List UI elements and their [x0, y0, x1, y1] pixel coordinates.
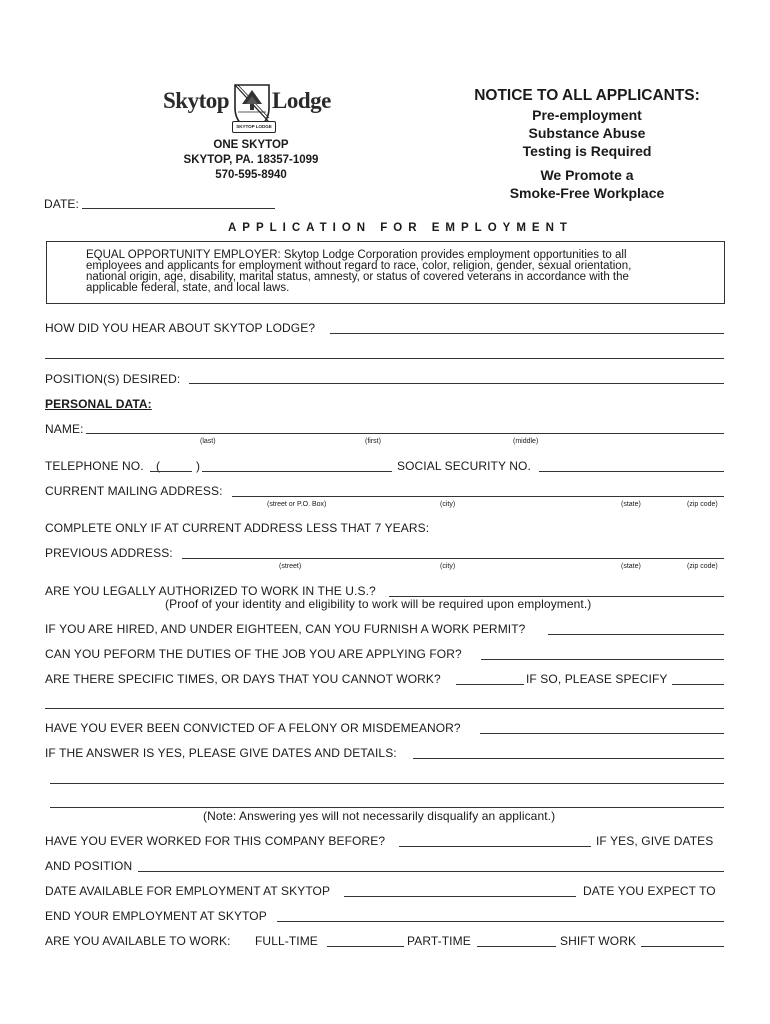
- name-middle-caption: (middle): [513, 438, 539, 445]
- mailing-address-field[interactable]: [232, 496, 724, 497]
- logo-right-word: Lodge: [272, 88, 331, 113]
- eeo-line3: national origin, age, disability, marital status, amnesty, or status of covered veterans in accordance with the: [86, 271, 629, 283]
- previous-address-field[interactable]: [182, 558, 724, 559]
- details-field-3[interactable]: [50, 807, 724, 808]
- if-so-label: IF SO, PLEASE SPECIFY: [526, 672, 668, 686]
- address-line1: ONE SKYTOP: [213, 139, 289, 151]
- hear-about-field-2[interactable]: [45, 358, 724, 359]
- personal-data-heading: PERSONAL DATA:: [45, 397, 152, 411]
- notice-line4: We Promote a: [540, 167, 634, 183]
- end-employment-label: END YOUR EMPLOYMENT AT SKYTOP: [45, 909, 267, 923]
- details-field[interactable]: [413, 758, 724, 759]
- date-field[interactable]: [82, 208, 275, 209]
- address-line2: SKYTOP, PA. 18357-1099: [183, 154, 319, 166]
- specific-times-field[interactable]: [456, 684, 524, 685]
- telephone-field[interactable]: [202, 471, 392, 472]
- proof-note: (Proof of your identity and eligibility to work will be required upon employment.): [165, 597, 592, 611]
- details-field-2[interactable]: [50, 783, 724, 784]
- name-field[interactable]: [86, 433, 724, 434]
- position-field[interactable]: [189, 383, 724, 384]
- ssn-field[interactable]: [539, 471, 724, 472]
- convicted-field[interactable]: [480, 733, 724, 734]
- eeo-line4: applicable federal, state, and local laws.: [86, 282, 290, 294]
- logo-left-word: Skytop: [163, 88, 230, 113]
- part-time-field[interactable]: [477, 946, 556, 947]
- convicted-label: HAVE YOU EVER BEEN CONVICTED OF A FELONY OR MISDEMEANOR?: [45, 721, 461, 735]
- mail-zip-caption: (zip code): [687, 501, 718, 508]
- prev-street-caption: (street): [279, 563, 302, 570]
- worked-before-field[interactable]: [399, 846, 591, 847]
- mail-city-caption: (city): [440, 501, 456, 508]
- full-time-field[interactable]: [327, 946, 404, 947]
- notice-line3: Testing is Required: [522, 143, 652, 159]
- logo-ribbon: SKYTOP LODGE: [232, 121, 276, 133]
- area-code-field[interactable]: [150, 471, 192, 472]
- mailing-address-label: CURRENT MAILING ADDRESS:: [45, 484, 223, 498]
- date-available-label: DATE AVAILABLE FOR EMPLOYMENT AT SKYTOP: [45, 884, 331, 898]
- specific-times-label: ARE THERE SPECIFIC TIMES, OR DAYS THAT YOU CANNOT WORK?: [45, 672, 441, 686]
- eeo-box: [46, 241, 725, 304]
- name-first-caption: (first): [365, 438, 381, 445]
- part-time-label: PART-TIME: [407, 934, 471, 948]
- work-permit-label: IF YOU ARE HIRED, AND UNDER EIGHTEEN, CAN YOU FURNISH A WORK PERMIT?: [45, 622, 526, 636]
- mail-street-caption: (street or P.O. Box): [267, 501, 327, 508]
- name-label: NAME:: [45, 422, 84, 436]
- shift-work-field[interactable]: [641, 946, 724, 947]
- notice-line2: Substance Abuse: [528, 125, 646, 141]
- date-expect-label: DATE YOU EXPECT TO: [583, 884, 716, 898]
- worked-before-label: HAVE YOU EVER WORKED FOR THIS COMPANY BEFORE?: [45, 834, 386, 848]
- specific-times-field-2[interactable]: [45, 708, 724, 709]
- prev-zip-caption: (zip code): [687, 563, 718, 570]
- hear-about-label: HOW DID YOU HEAR ABOUT SKYTOP LODGE?: [45, 321, 316, 335]
- prev-city-caption: (city): [440, 563, 456, 570]
- prev-state-caption: (state): [621, 563, 641, 570]
- perform-duties-label: CAN YOU PEFORM THE DUTIES OF THE JOB YOU ARE APPLYING FOR?: [45, 647, 462, 661]
- position-label: POSITION(S) DESIRED:: [45, 372, 181, 386]
- date-label: DATE:: [44, 197, 79, 211]
- disqualify-note: (Note: Answering yes will not necessarily disqualify an applicant.): [203, 809, 556, 823]
- mail-state-caption: (state): [621, 501, 641, 508]
- available-work-label: ARE YOU AVAILABLE TO WORK:: [45, 934, 231, 948]
- telephone-open-paren: (: [156, 459, 161, 473]
- telephone-label: TELEPHONE NO.: [45, 459, 144, 473]
- telephone-close-paren: ): [196, 459, 201, 473]
- shift-work-label: SHIFT WORK: [560, 934, 637, 948]
- notice-line5: Smoke-Free Workplace: [509, 185, 665, 201]
- ssn-label: SOCIAL SECURITY NO.: [397, 459, 531, 473]
- if-so-field[interactable]: [672, 684, 724, 685]
- previous-address-label: PREVIOUS ADDRESS:: [45, 546, 173, 560]
- if-yes-dates-label: IF YES, GIVE DATES: [596, 834, 714, 848]
- details-label: IF THE ANSWER IS YES, PLEASE GIVE DATES AND DETAILS:: [45, 746, 397, 760]
- name-last-caption: (last): [200, 438, 216, 445]
- and-position-field[interactable]: [138, 871, 724, 872]
- perform-duties-field[interactable]: [481, 659, 724, 660]
- address-phone: 570-595-8940: [215, 169, 287, 181]
- end-employment-field[interactable]: [277, 921, 724, 922]
- notice-line1: Pre-employment: [532, 107, 642, 123]
- eeo-line2: employees and applicants for employment without regard to race, color, religion, gender, sexual orientation,: [86, 260, 632, 272]
- authorized-label: ARE YOU LEGALLY AUTHORIZED TO WORK IN THE U.S.?: [45, 584, 376, 598]
- hear-about-field[interactable]: [330, 333, 724, 334]
- full-time-label: FULL-TIME: [255, 934, 318, 948]
- work-permit-field[interactable]: [548, 634, 724, 635]
- and-position-label: AND POSITION: [45, 859, 133, 873]
- complete-only-label: COMPLETE ONLY IF AT CURRENT ADDRESS LESS THAT 7 YEARS:: [45, 521, 430, 535]
- eeo-line1: EQUAL OPPORTUNITY EMPLOYER: Skytop Lodge Corporation provides employment opportunities to all: [86, 249, 627, 261]
- notice-heading: NOTICE TO ALL APPLICANTS:: [474, 87, 700, 104]
- form-title: APPLICATION FOR EMPLOYMENT: [228, 222, 573, 234]
- date-available-field[interactable]: [344, 896, 576, 897]
